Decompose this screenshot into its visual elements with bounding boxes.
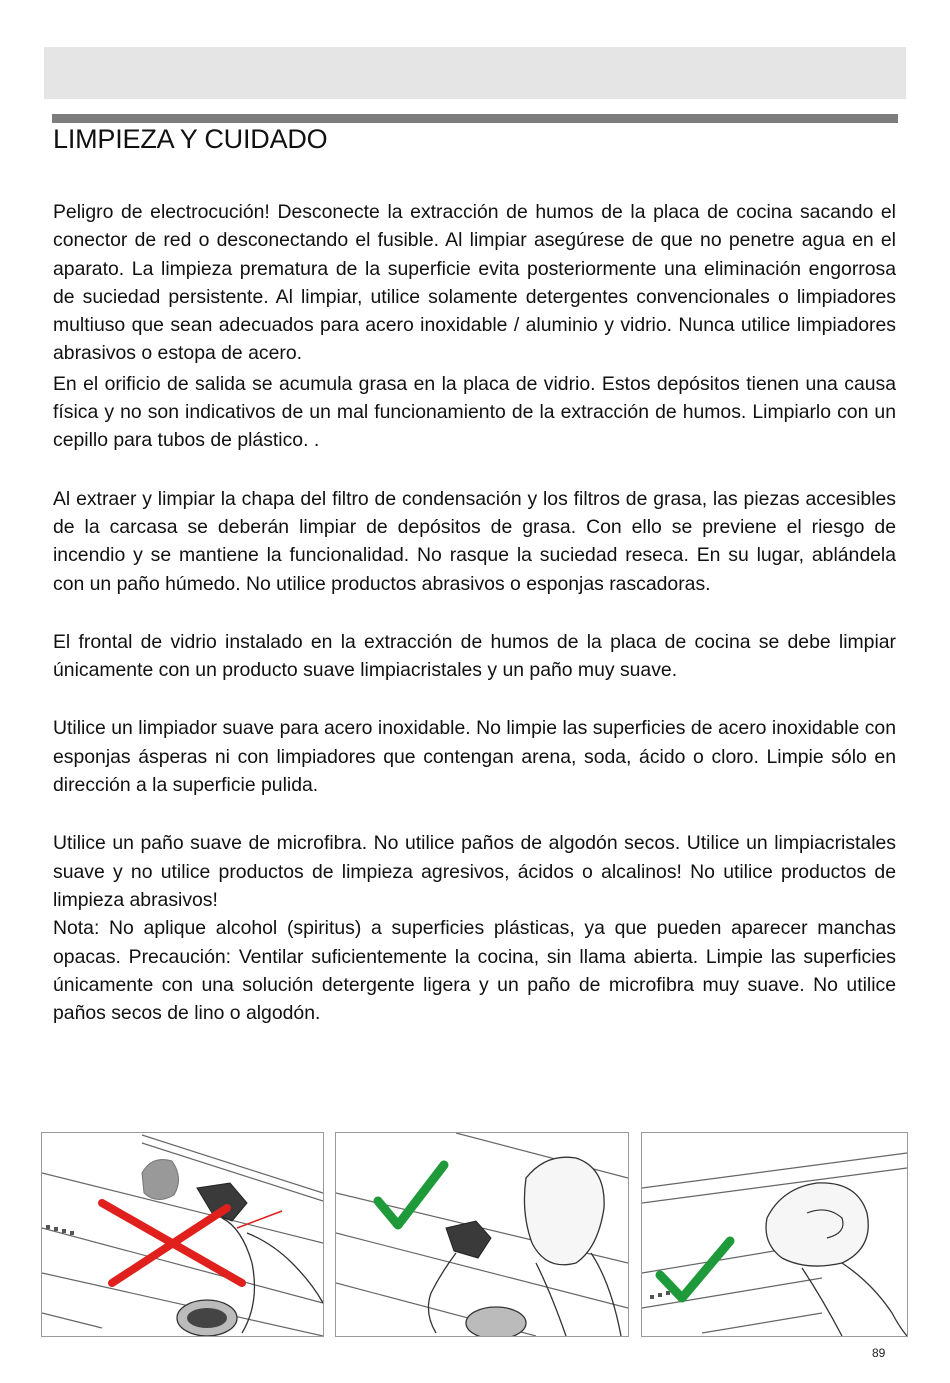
paragraph-filter-cleaning: Al extraer y limpiar la chapa del filtro de condensación y los filtros de grasa, las piezas accesibles de la carcasa se deberán limpiar de depósitos de grasa. Con ello se previene el riesgo de incendio y se mantiene la funcionalidad. No rasque la suciedad reseca. En su lugar, ablándela con un paño húmedo. No utilice productos abrasivos o esponjas rascadoras.: [53, 487, 896, 595]
spray-prohibited-drawing: [42, 1133, 323, 1336]
header-band: [44, 47, 906, 99]
paragraph-grease-outlet: En el orificio de salida se acumula grasa en la placa de vidrio. Estos depósitos tienen una causa física y no son indicativos de un mal funcionamiento de la extracción de humos. Limpiarlo con un cepillo para tubos de plástico. .: [53, 372, 896, 452]
body-text: [53, 198, 896, 1027]
paragraph-glass-front: El frontal de vidrio instalado en la extracción de humos de la placa de cocina se debe limpiar únicamente con un producto suave limpiacristales y un paño muy suave.: [53, 630, 896, 682]
page-number: 89: [872, 1346, 886, 1360]
paragraph-stainless-steel: Utilice un limpiador suave para acero inoxidable. No limpie las superficies de acero inoxidable con esponjas ásperas ni con limpiadores que contengan arena, soda, ácido o cloro. Limpie sólo en dirección a la superficie pulida.: [53, 717, 896, 797]
section-title: LIMPIEZA Y CUIDADO: [53, 124, 328, 154]
illustration-spray-cloth-approved: [335, 1132, 629, 1337]
illustration-spray-prohibited: [41, 1132, 324, 1337]
spray-cloth-approved-drawing: [336, 1133, 628, 1336]
red-cross-icon: [102, 1203, 242, 1283]
green-check-icon: [660, 1241, 730, 1298]
paragraph-microfibre: Utilice un paño suave de microfibra. No utilice paños de algodón secos. Utilice un limpiacristales suave y no utilice productos de limpieza agresivos, ácidos o alcalinos! No utilice productos de limpieza abrasivos!: [53, 832, 896, 911]
cloth-approved-drawing: [642, 1133, 907, 1336]
illustration-cloth-approved: [641, 1132, 908, 1337]
paragraph-note: Nota: No aplique alcohol (spiritus) a superficies plásticas, ya que pueden aparecer manchas opacas. Precaución: Ventilar suficientemente la cocina, sin llama abierta. Limpie las superficies únicamente con una solución detergente ligera y un paño de microfibra muy suave. No utilice paños secos de lino o algodón.: [53, 917, 896, 1025]
paragraph-electrocution-warning: Peligro de electrocución! Desconecte la extracción de humos de la placa de cocina sacando el conector de red o desconectando el fusible. Al limpiar asegúrese de que no penetre agua en el aparato. La limpieza prematura de la superficie evita posteriormente una eliminación engorrosa de suciedad persistente. Al limpiar, utilice solamente detergentes convencionales o limpiadores multiuso que sean adecuados para acero inoxidable / aluminio y vidrio. Nunca utilice limpiadores abrasivos o estopa de acero.: [53, 201, 896, 365]
section-rule: [52, 114, 898, 123]
